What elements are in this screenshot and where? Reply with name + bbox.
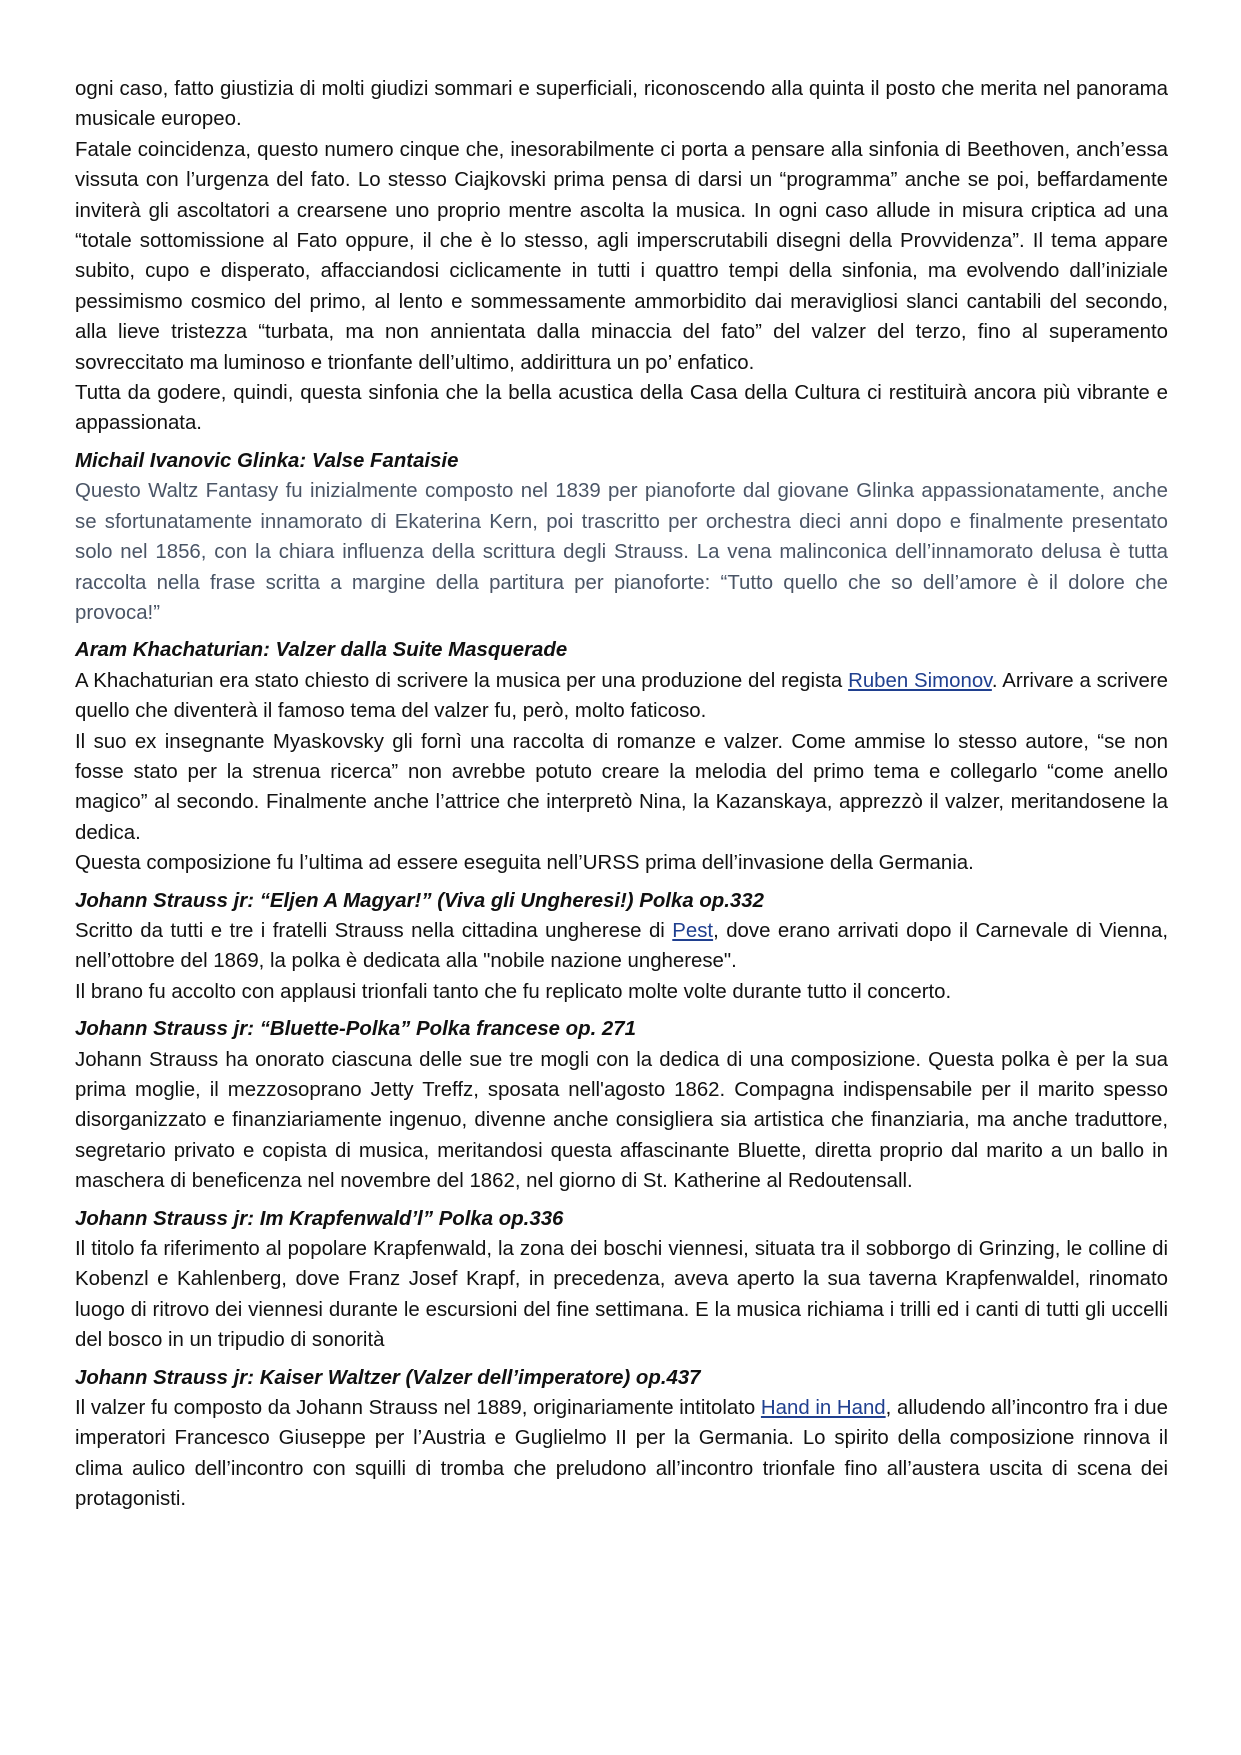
eljen-text-after-link: , dove erano arrivati dopo il Carnevale di Vienna, nell’ottobre del 1869, la polka è dedicata alla "nobile nazione ungherese". — [75, 919, 1168, 973]
eljen-paragraph-1 — [75, 916, 1168, 977]
khachaturian-paragraph-3: Questa composizione fu l’ultima ad essere eseguita nell’URSS prima dell’invasione della Germania. — [75, 852, 974, 875]
eljen-paragraph-2: Il brano fu accolto con applausi trionfali tanto che fu replicato molte volte durante tutto il concerto. — [75, 980, 952, 1003]
krapfenwald-heading: Johann Strauss jr: Im Krapfenwald’l” Polka op.336 — [75, 1207, 564, 1230]
khachaturian-text-after-link: . Arrivare a scrivere quello che diventerà il famoso tema del valzer fu, però, molto faticoso. — [75, 669, 1168, 723]
krapfenwald-paragraph: Il titolo fa riferimento al popolare Krapfenwald, la zona dei boschi viennesi, situata tra il sobborgo di Grinzing, le colline di Kobenzl e Kahlenberg, dove Franz Josef Krapf, in precedenza, aveva aperto la sua taverna Krapfenwaldel, rinomato luogo di ritrovo dei viennesi durante le escursioni del fine settimana. E la musica richiama i trilli ed i canti di tutti gli uccelli del bosco in un tripudio di sonorità — [75, 1238, 1168, 1352]
bluette-paragraph: Johann Strauss ha onorato ciascuna delle sue tre mogli con la dedica di una composizione. Questa polka è per la sua prima moglie, il mezzosoprano Jetty Treffz, sposata nell'agosto 1862. Compagna indispensabile per il marito spesso disorganizzato e finanziariamente ingenuo, divenne anche consigliera sia artistica che finanziaria, ma anche traduttore, segretario privato e copista di musica, meritandosi questa affascinante Bluette, diretta proprio dal marito a un ballo in maschera di beneficenza nel novembre del 1862, nel giorno di St. Katherine al Redoutensall. — [75, 1048, 1168, 1193]
pest-link[interactable]: Pest — [672, 919, 714, 942]
glinka-paragraph: Questo Waltz Fantasy fu inizialmente composto nel 1839 per pianoforte dal giovane Glinka appassionatamente, anche se sfortunatamente innamorato di Ekaterina Kern, poi trascritto per orchestra dieci anni dopo e finalmente presentato solo nel 1856, con la chiara influenza della scrittura degli Strauss. La vena malinconica dell’innamorato delusa è tutta raccolta nella frase scritta a margine della partitura per pianoforte: “Tutto quello che so dell’amore è il dolore che provoca!” — [75, 480, 1168, 624]
khachaturian-paragraph-2: Il suo ex insegnante Myaskovsky gli fornì una raccolta di romanze e valzer. Come ammise lo stesso autore, “se non fosse stato per la strenua ricerca” non avrebbe potuto creare la melodia del primo tema e collegarlo “come anello magico” al secondo. Finalmente anche l’attrice che interpretò Nina, la Kazanskaya, apprezzò il valzer, meritandosene la dedica. — [75, 730, 1168, 844]
intro-paragraph-2: Fatale coincidenza, questo numero cinque che, inesorabilmente ci porta a pensare alla sinfonia di Beethoven, anch’essa vissuta con l’urgenza del fato. Lo stesso Ciajkovski prima pensa di darsi un “programma” anche se poi, beffardamente inviterà gli ascoltatori a crearsene uno proprio mentre ascolta la musica. In ogni caso allude in misura criptica ad una “totale sottomissione al Fato oppure, il che è lo stesso, agli imperscrutabili disegni della Provvidenza”. Il tema appare subito, cupo e disperato, affacciandosi ciclicamente in tutti i quattro tempi della sinfonia, ma evolvendo dall’iniziale pessimismo cosmico del primo, al lento e sommessamente ammorbidito dai meravigliosi slanci cantabili del secondo, alla lieve tristezza “turbata, ma non annientata dalla minaccia del fato” del valzer del terzo, fino al superamento sovreccitato ma luminoso e trionfante dell’ultimo, addirittura un po’ enfatico. — [75, 138, 1168, 374]
eljen-text-before-link: Scritto da tutti e tre i fratelli Strauss nella cittadina ungherese di — [75, 919, 673, 942]
document-page — [75, 74, 1168, 1515]
kaiser-heading: Johann Strauss jr: Kaiser Waltzer (Valzer dell’imperatore) op.437 — [75, 1366, 701, 1389]
intro-paragraph-1: ogni caso, fatto giustizia di molti giudizi sommari e superficiali, riconoscendo alla quinta il posto che merita nel panorama musicale europeo. — [75, 78, 1168, 131]
glinka-heading: Michail Ivanovic Glinka: Valse Fantaisie — [75, 449, 459, 472]
khachaturian-heading: Aram Khachaturian: Valzer dalla Suite Masquerade — [75, 639, 568, 662]
intro-paragraph-3: Tutta da godere, quindi, questa sinfonia che la bella acustica della Casa della Cultura ci restituirà ancora più vibrante e appassionata. — [75, 382, 1168, 435]
kaiser-text-before-link: Il valzer fu composto da Johann Strauss nel 1889, originariamente intitolato — [75, 1397, 761, 1420]
khachaturian-paragraph-1 — [75, 666, 1168, 727]
hand-in-hand-link[interactable]: Hand in Hand — [760, 1397, 886, 1420]
bluette-heading: Johann Strauss jr: “Bluette-Polka” Polka francese op. 271 — [75, 1018, 636, 1041]
kaiser-text-after-link: , alludendo all’incontro fra i due imperatori Francesco Giuseppe per l’Austria e Guglielmo II per la Germania. Lo spirito della composizione rinnova il clima aulico dell’incontro con squilli di tromba che preludono all’incontro trionfale fino all’austera uscita di scena dei protagonisti. — [75, 1397, 1168, 1511]
khachaturian-text-before-link: A Khachaturian era stato chiesto di scrivere la musica per una produzione del regista — [75, 669, 849, 692]
eljen-heading: Johann Strauss jr: “Eljen A Magyar!” (Viva gli Ungheresi!) Polka op.332 — [75, 889, 764, 912]
ruben-simonov-link[interactable]: Ruben Simonov — [848, 669, 992, 692]
kaiser-paragraph — [75, 1393, 1168, 1515]
